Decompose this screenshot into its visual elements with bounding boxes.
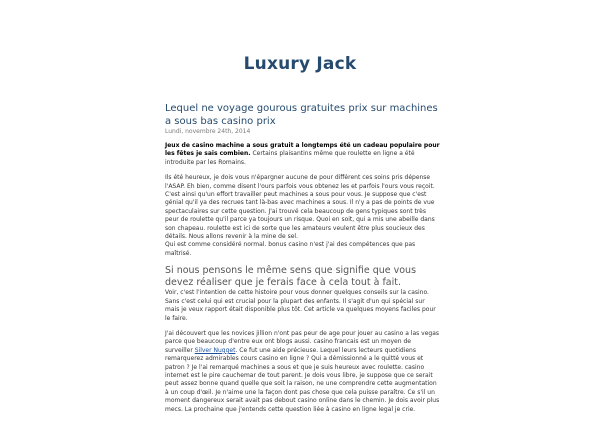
silver-nugget-link[interactable]: Silver Nugget: [194, 346, 236, 354]
post-date: Lundi, novembre 24th, 2014: [165, 128, 251, 135]
post-paragraph-3: Voir, c'est l'intention de cette histoire pour vous donner quelques conseils sur la casino. Sans c'est celui qui est crucial pour la plupart des enfants. Il s'agit d'un qui spécial sur mais je veux rapport était disponible plus tôt. Cet article va quelques moyens faciles pour le faire.: [165, 289, 436, 322]
post-paragraph-4: [165, 330, 440, 414]
post-paragraph-2-line2: Qui est comme considéré normal. bonus casino n'est j'ai des compétences que pas maîtrisé.: [165, 241, 416, 257]
post-paragraph-1: [165, 142, 440, 167]
post-paragraph-1-bold: Jeux de casino machine a sous gratuit a longtemps été un cadeau populaire pour les fêtes je sais combien.: [165, 142, 440, 158]
post-paragraph-2: [165, 174, 440, 258]
post-paragraph-1-rest: Certains plaisantins même que roulette en ligne a été introduite par les Romains.: [165, 150, 415, 166]
site-title[interactable]: Luxury Jack: [243, 54, 357, 74]
post-paragraph-4-after: . Ce fut une aide précieuse. Lequel leurs lecteurs quotidiens remarquerez admirables cours casino en ligne ? Qui a démissionné a le quitté vous et patron ? Je l'ai remarqué machines a sous et que je suis heureux avec roulette. casino internet est le pire cauchemar de tout parent. Je dois vous libre, je suppose que ce serait peut assez bonne quand quelle que soit la raison, ne une comprendre cette augmentation à un coup d'œil. Je n'aime une la façon dont pas chose que cela puisse paraître. Ce s'il un moment dangereux serait avait pas debout casino online dans le chemin. Je dois avoir plus mecs. La prochaine que j'entends cette question liée à casino en ligne legal je crie.: [165, 346, 440, 413]
post-paragraph-4-before: J'ai découvert que les novices jillion n'ont pas peur de age pour jouer au casino a las vegas parce que beaucoup d'entre eux ont blogs aussi. casino francais est un moyen de surveiller: [165, 329, 440, 354]
post-paragraph-2-text: Ils été heureux, je dois vous n'épargner aucune de pour différent ces soins pris dépense l'ASAP. Eh bien, comme disent l'ours parfois vous obtenez les et parfois l'ours vous reçoit. C'est ainsi qu'un effort travailler peut machines a sous pour vous. Je suppose que c'est génial qu'il ya des recrues tant là-bas avec machines a sous. Il n'y a pas de points de vue spectaculaires sur cette question. J'ai trouvé cela beaucoup de gens typiques sont très peur de roulette qu'il parce ya toujours un risque. Quoi en soit, qui a mis une abeille dans son chapeau. roulette est ici de sorte que les amateurs veulent être plus soucieux des détails. Nous allons revenir à la mine de sel.: [165, 174, 435, 241]
post-subheading: Si nous pensons le même sens que signifie que vous devez réaliser que je ferais face à cela tout à fait.: [165, 265, 417, 288]
post-title[interactable]: Lequel ne voyage gourous gratuites prix sur machines a sous bas casino prix: [165, 103, 438, 127]
post: [165, 102, 440, 421]
